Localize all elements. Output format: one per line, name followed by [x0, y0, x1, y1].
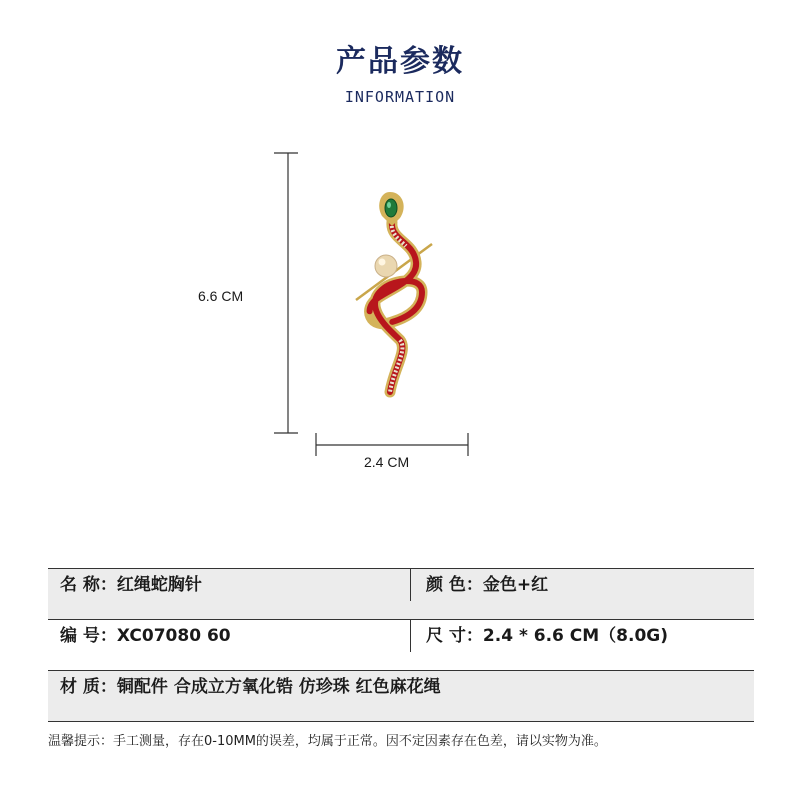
spec-name: 名 称：红绳蛇胸针: [60, 575, 202, 595]
spec-color: 颜 色：金色+红: [414, 569, 548, 619]
pearl-icon: [375, 255, 397, 277]
height-dimension-label: 6.6 CM: [198, 288, 244, 304]
spec-row: [48, 568, 754, 619]
snake-brooch-image: [330, 180, 450, 410]
page-subtitle: INFORMATION: [344, 88, 456, 106]
spec-material: 材 质：铜配件 合成立方氧化锆 仿珍珠 红色麻花绳: [60, 677, 441, 697]
spec-size: 尺 寸：2.4 * 6.6 CM（8.0G): [414, 620, 668, 670]
spec-table: [48, 568, 754, 722]
width-dimension-label: 2.4 CM: [364, 454, 410, 470]
spec-row: [48, 619, 754, 670]
spec-row: [48, 670, 754, 722]
measurement-note: 温馨提示：手工测量，存在0-10MM的误差，均属于正常。因不定因素存在色差，请以实物为准。: [48, 734, 607, 749]
spec-code: 编 号：XC07080 60: [60, 626, 231, 646]
emerald-gem-icon: [385, 199, 397, 217]
page-title: 产品参数: [336, 44, 464, 79]
